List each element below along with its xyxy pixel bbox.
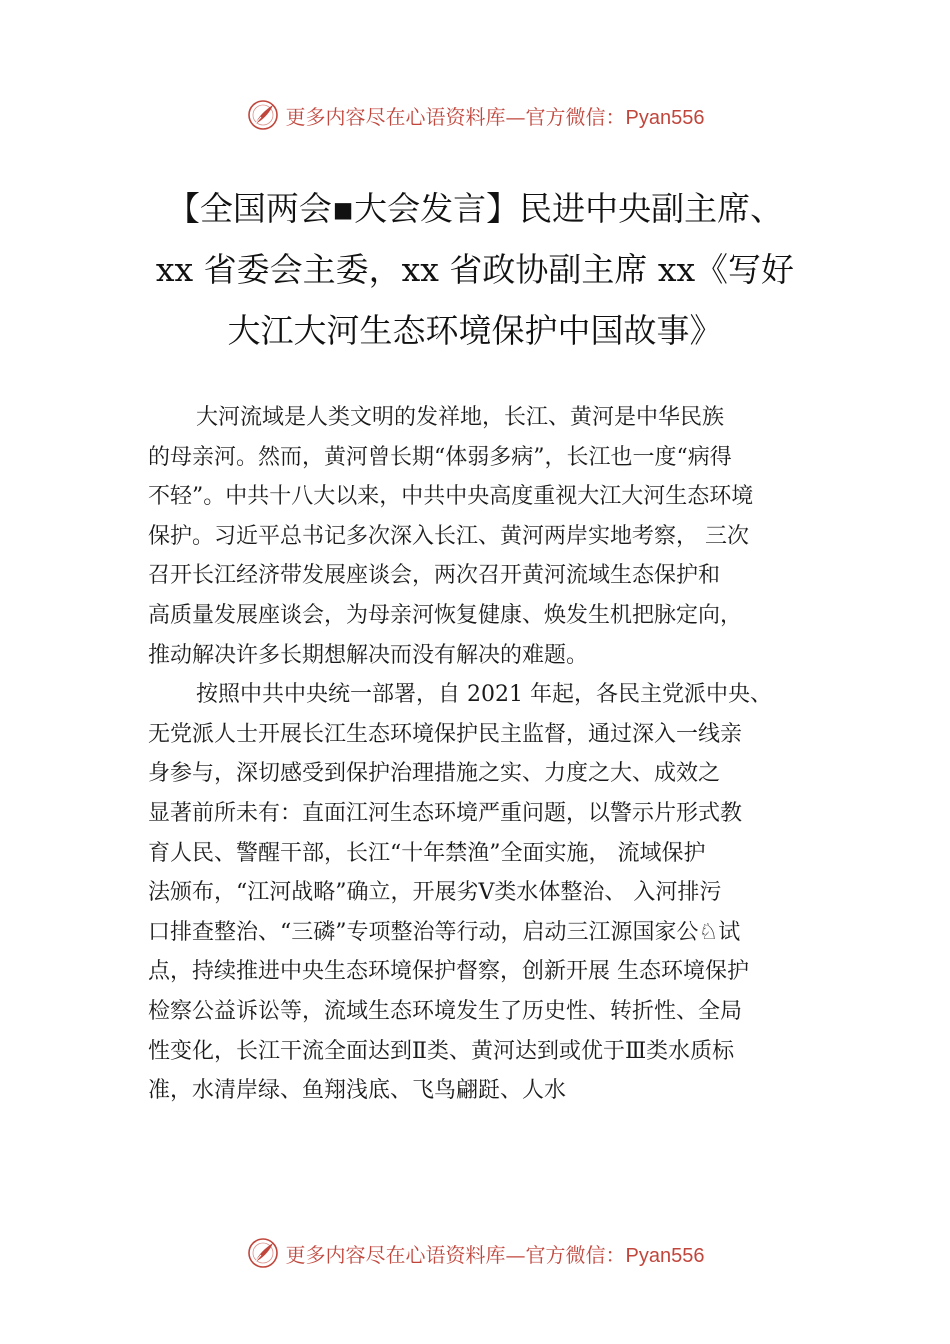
- header-banner: [0, 95, 950, 135]
- banner-text: 更多内容尽在心语资料库—官方微信：Pyan556: [285, 1242, 705, 1267]
- feather-logo-icon: [246, 1236, 280, 1270]
- body-line: 法颁布，“江河战略”确立，开展劣Ⅴ类水体整治、 入河排污: [148, 880, 722, 906]
- document-title: [110, 178, 840, 361]
- body-line: 性变化，长江干流全面达到Ⅱ类、黄河达到或优于Ⅲ类水质标: [148, 1038, 735, 1064]
- body-line: 检察公益诉讼等，流域生态环境发生了历史性、转折性、全局: [148, 998, 743, 1024]
- body-line: 口排查整治、“三磷”专项整治等行动，启动三江源国家公♘试: [148, 919, 741, 945]
- body-line: 保护。习近平总书记多次深入长江、黄河两岸实地考察， 三次: [148, 523, 749, 549]
- body-line: 召开长江经济带发展座谈会，两次召开黄河流域生态保护和: [148, 563, 721, 589]
- body-line: 无党派人士开展长江生态环境保护民主监督，通过深入一线亲: [148, 721, 743, 747]
- body-line: 不轻”。中共十八大以来，中共中央高度重视大江大河生态环境: [148, 484, 754, 510]
- title-line: 大江大河生态环境保护中国故事》: [227, 311, 723, 350]
- footer-banner: [0, 1233, 950, 1273]
- feather-logo-icon: [246, 98, 280, 132]
- body-line: 大河流域是人类文明的发祥地，长江、黄河是中华民族: [196, 405, 725, 430]
- title-line: xx 省委会主委，xx 省政协副主席 xx《写好: [155, 250, 795, 289]
- body-line: 按照中共中央统一部署，自 2021 年起，各民主党派中央、: [196, 682, 772, 708]
- body-line: 显著前所未有：直面江河生态环境严重问题，以警示片形式教: [148, 800, 743, 826]
- body-line: 准，水清岸绿、鱼翔浅底、飞鸟翩跹、人水: [148, 1078, 567, 1104]
- body-line: 点，持续推进中央生态环境保护督察，创新开展 生态环境保护: [148, 959, 749, 985]
- body-line: 推动解决许多长期想解决而没有解决的难题。: [148, 642, 589, 668]
- title-line: 【全国两会▪大会发言】民进中央副主席、: [166, 189, 784, 228]
- body-line: 育人民、警醒干部，长江“十年禁渔”全面实施， 流域保护: [148, 840, 706, 866]
- body-line: 身参与，深切感受到保护治理措施之实、力度之大、成效之: [148, 761, 721, 787]
- body-line: 高质量发展座谈会，为母亲河恢复健康、焕发生机把脉定向，: [148, 602, 743, 628]
- body-line: 的母亲河。然而，黄河曾长期“体弱多病”，长江也一度“病得: [148, 444, 732, 470]
- banner-text: 更多内容尽在心语资料库—官方微信：Pyan556: [285, 104, 705, 129]
- document-body: [148, 398, 848, 1111]
- wechat-id: Pyan556: [625, 106, 705, 129]
- wechat-id: Pyan556: [625, 1244, 705, 1267]
